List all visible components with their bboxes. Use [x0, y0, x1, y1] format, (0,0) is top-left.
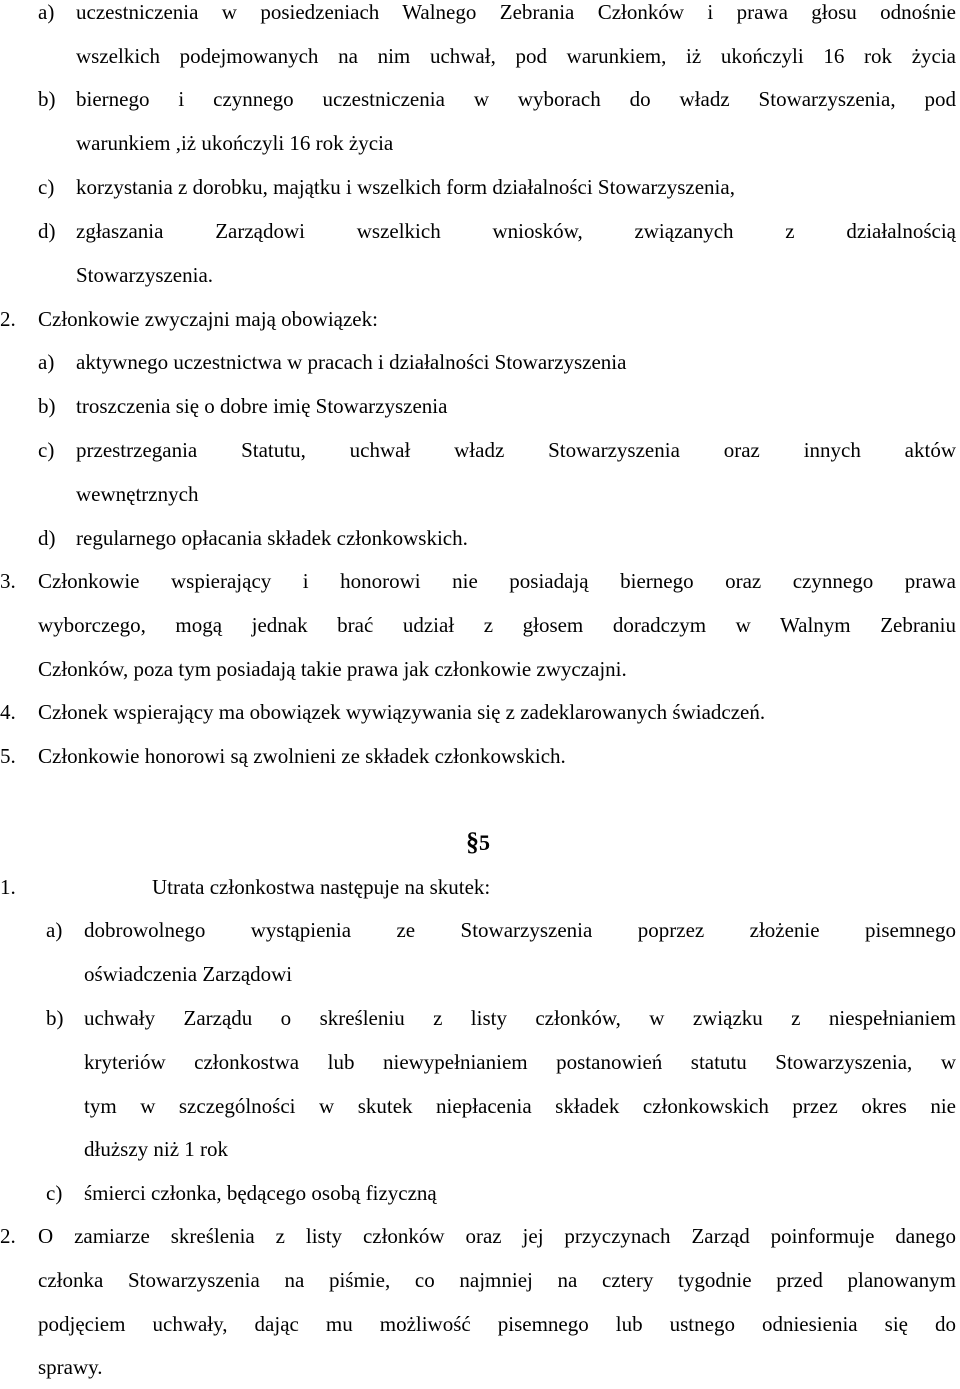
list-item — [0, 908, 960, 952]
numbered-paragraph — [0, 734, 960, 778]
list-item — [0, 77, 960, 121]
list-item — [0, 428, 960, 472]
paragraph-text: Członek wspierający ma obowiązek wywiązywania się z zadeklarowanych świadczeń. — [38, 700, 766, 724]
list-item — [0, 340, 960, 384]
paragraph-continuation — [0, 603, 960, 647]
paragraph-continuation — [0, 1258, 960, 1302]
paragraph-number: 2. — [0, 307, 16, 331]
item-text: Stowarzyszenia. — [76, 263, 214, 287]
paragraph-text: Członkowie zwyczajni mają obowiązek: — [38, 307, 378, 331]
list-item-continuation — [0, 1040, 960, 1084]
list-item-continuation — [0, 952, 960, 996]
paragraph-text: O zamiarze skreślenia z listy członków oraz jej przyczynach Zarząd poinformuje danego — [38, 1224, 956, 1248]
item-text: troszczenia się o dobre imię Stowarzyszenia — [76, 394, 448, 418]
paragraph-number: 2. — [0, 1224, 16, 1248]
item-text: dobrowolnego wystąpienia ze Stowarzyszenia poprzez złożenie pisemnego — [84, 918, 956, 942]
item-marker: a) — [38, 0, 55, 24]
section-symbol: § — [466, 827, 479, 856]
paragraph-number: 5. — [0, 744, 16, 768]
item-text: wszelkich podejmowanych na nim uchwał, pod warunkiem, iż ukończyli 16 rok życia — [76, 44, 956, 68]
paragraph-number: 3. — [0, 569, 16, 593]
item-marker: c) — [38, 175, 55, 199]
paragraph-text: członka Stowarzyszenia na piśmie, co najmniej na cztery tygodnie przed planowanym — [38, 1268, 956, 1292]
list-item-continuation — [0, 253, 960, 297]
item-text: uczestniczenia w posiedzeniach Walnego Zebrania Członków i prawa głosu odnośnie — [76, 0, 956, 24]
item-marker: b) — [46, 1006, 64, 1030]
list-item — [0, 0, 960, 34]
section-heading — [466, 825, 490, 865]
item-text: wewnętrznych — [76, 482, 199, 506]
list-item — [0, 996, 960, 1040]
paragraph-continuation — [0, 647, 960, 691]
list-item-continuation — [0, 34, 960, 78]
paragraph-number: 1. — [0, 875, 16, 899]
paragraph-text: podjęciem uchwały, dając mu możliwość pisemnego lub ustnego odniesienia się do — [38, 1312, 956, 1336]
section-number: 5 — [479, 830, 490, 855]
list-item-continuation — [0, 1127, 960, 1171]
list-item-continuation — [0, 472, 960, 516]
paragraph-text: sprawy. — [38, 1355, 103, 1379]
list-item-continuation — [0, 1084, 960, 1128]
list-item-continuation — [0, 121, 960, 165]
numbered-paragraph — [0, 559, 960, 603]
list-item — [0, 165, 960, 209]
item-text: dłuższy niż 1 rok — [84, 1137, 229, 1161]
item-marker: a) — [46, 918, 63, 942]
item-marker: d) — [38, 219, 56, 243]
item-marker: d) — [38, 526, 56, 550]
item-text: kryteriów członkostwa lub niewypełnianiem postanowień statutu Stowarzyszenia, w — [84, 1050, 956, 1074]
numbered-paragraph — [0, 690, 960, 734]
item-marker: c) — [38, 438, 55, 462]
item-marker: b) — [38, 394, 56, 418]
item-text: oświadczenia Zarządowi — [84, 962, 293, 986]
paragraph-text: Członkowie honorowi są zwolnieni ze składek członkowskich. — [38, 744, 566, 768]
numbered-paragraph — [0, 1214, 960, 1258]
item-text: biernego i czynnego uczestniczenia w wyborach do władz Stowarzyszenia, pod — [76, 87, 956, 111]
numbered-paragraph — [0, 865, 960, 909]
paragraph-text: Utrata członkostwa następuje na skutek: — [152, 875, 491, 899]
list-item — [0, 209, 960, 253]
paragraph-number: 4. — [0, 700, 16, 724]
numbered-paragraph — [0, 297, 960, 341]
item-text: uchwały Zarządu o skreśleniu z listy członków, w związku z niespełnianiem — [84, 1006, 956, 1030]
paragraph-text: Członkowie wspierający i honorowi nie posiadają biernego oraz czynnego prawa — [38, 569, 956, 593]
paragraph-continuation — [0, 1302, 960, 1346]
item-text: aktywnego uczestnictwa w pracach i działalności Stowarzyszenia — [76, 350, 627, 374]
paragraph-text: Członków, poza tym posiadają takie prawa jak członkowie zwyczajni. — [38, 657, 627, 681]
item-text: zgłaszania Zarządowi wszelkich wniosków, związanych z działalnością — [76, 219, 956, 243]
item-text: przestrzegania Statutu, uchwał władz Stowarzyszenia oraz innych aktów — [76, 438, 956, 462]
item-marker: a) — [38, 350, 55, 374]
item-marker: c) — [46, 1181, 63, 1205]
item-marker: b) — [38, 87, 56, 111]
item-text: regularnego opłacania składek członkowskich. — [76, 526, 468, 550]
list-item — [0, 516, 960, 560]
list-item — [0, 1171, 960, 1215]
item-text: warunkiem ,iż ukończyli 16 rok życia — [76, 131, 394, 155]
item-text: korzystania z dorobku, majątku i wszelkich form działalności Stowarzyszenia, — [76, 175, 735, 199]
list-item — [0, 384, 960, 428]
paragraph-text: wyborczego, mogą jednak brać udział z głosem doradczym w Walnym Zebraniu — [38, 613, 956, 637]
item-text: tym w szczególności w skutek niepłacenia składek członkowskich przez okres nie — [84, 1094, 956, 1118]
item-text: śmierci członka, będącego osobą fizyczną — [84, 1181, 437, 1205]
paragraph-continuation — [0, 1345, 960, 1389]
